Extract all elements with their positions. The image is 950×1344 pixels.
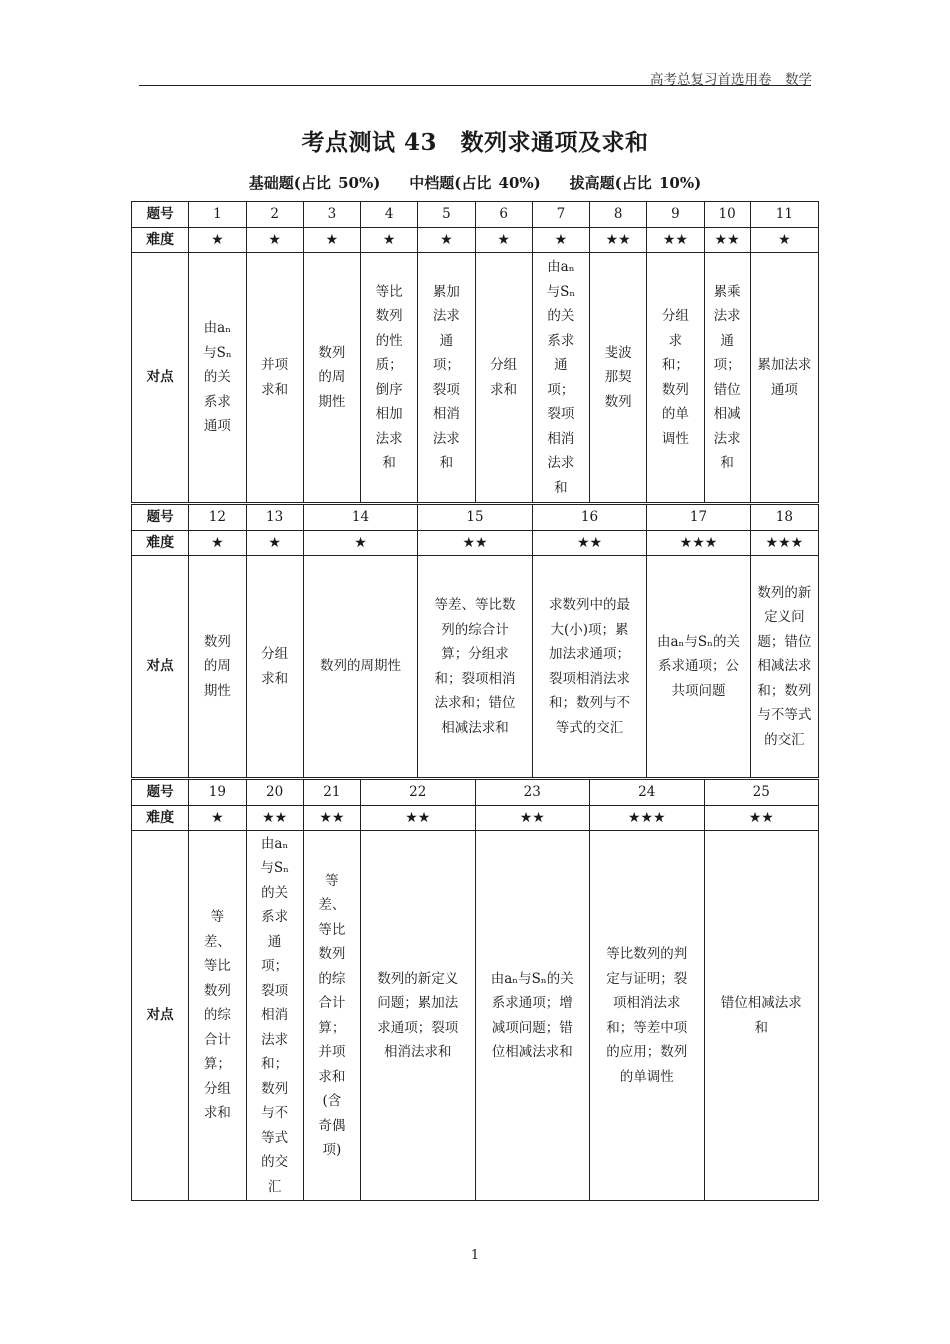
knowledge-point: 累乘法求通项；错位相减法求和 [704, 253, 750, 504]
knowledge-point: 数列的新定义问题；错位相减法求和；数列与不等式的交汇 [750, 556, 818, 779]
question-number: 8 [590, 202, 647, 228]
difficulty-stars: ★★ [704, 805, 819, 831]
question-number: 1 [189, 202, 246, 228]
difficulty-ratio-line [0, 172, 950, 193]
knowledge-point: 等差、等比数列的综合计算；分组求和 [189, 831, 246, 1201]
question-number: 4 [361, 202, 418, 228]
question-number: 22 [361, 779, 476, 806]
difficulty-stars: ★ [246, 227, 303, 253]
knowledge-point: 分组求和；数列的单调性 [647, 253, 704, 504]
knowledge-point: 斐波那契数列 [590, 253, 647, 504]
table-row [132, 202, 819, 228]
difficulty-stars: ★ [475, 227, 532, 253]
knowledge-point: 数列的周期性 [303, 253, 360, 504]
ratio-middle: 中档题(占比 40%) [409, 174, 541, 192]
difficulty-stars: ★ [361, 227, 418, 253]
label-number: 题号 [132, 504, 189, 531]
question-number: 16 [532, 504, 647, 531]
page-number: 1 [470, 1248, 480, 1263]
difficulty-stars: ★★★ [750, 530, 818, 556]
difficulty-stars: ★ [532, 227, 589, 253]
label-point: 对点 [132, 556, 189, 779]
question-number: 15 [418, 504, 533, 531]
knowledge-point: 等比数列的判定与证明；裂项相消法求和；等差中项的应用；数列的单调性 [590, 831, 705, 1201]
question-number: 13 [246, 504, 303, 531]
question-number: 12 [189, 504, 246, 531]
question-number: 7 [532, 202, 589, 228]
knowledge-point: 由aₙ与Sₙ的关系求通项；裂项相消法求和 [532, 253, 589, 504]
difficulty-stars: ★★ [246, 805, 303, 831]
question-number: 20 [246, 779, 303, 806]
question-number: 6 [475, 202, 532, 228]
question-number: 19 [189, 779, 246, 806]
question-number: 17 [647, 504, 750, 531]
label-number: 题号 [132, 202, 189, 228]
knowledge-point: 由aₙ与Sₙ的关系求通项；增减项问题；错位相减法求和 [475, 831, 590, 1201]
table-row [132, 831, 819, 1201]
table-row [132, 253, 819, 504]
question-number: 24 [590, 779, 705, 806]
question-number: 21 [303, 779, 360, 806]
difficulty-stars: ★★ [303, 805, 360, 831]
difficulty-stars: ★★★ [590, 805, 705, 831]
difficulty-stars: ★ [189, 805, 246, 831]
table-row [132, 504, 819, 531]
difficulty-stars: ★★ [532, 530, 647, 556]
knowledge-point: 由aₙ与Sₙ的关系求通项；公共项问题 [647, 556, 750, 779]
table-row [132, 530, 819, 556]
running-header: 高考总复习首选用卷 数学 [650, 72, 812, 88]
question-number: 2 [246, 202, 303, 228]
knowledge-point: 数列的新定义问题；累加法求通项；裂项相消法求和 [361, 831, 476, 1201]
knowledge-point: 求数列中的最大(小)项；累加法求通项；裂项相消法求和；数列与不等式的交汇 [532, 556, 647, 779]
knowledge-point: 由aₙ与Sₙ的关系求通项；裂项相消法求和；数列与不等式的交汇 [246, 831, 303, 1201]
knowledge-point: 等比数列的性质；倒序相加法求和 [361, 253, 418, 504]
knowledge-point: 数列的周期性 [303, 556, 418, 779]
ratio-hard: 拔高题(占比 10%) [569, 174, 702, 192]
knowledge-point: 错位相减法求和 [704, 831, 819, 1201]
difficulty-stars: ★ [303, 530, 418, 556]
question-number: 11 [750, 202, 818, 228]
question-number: 9 [647, 202, 704, 228]
difficulty-stars: ★ [303, 227, 360, 253]
label-difficulty: 难度 [132, 530, 189, 556]
knowledge-point: 并项求和 [246, 253, 303, 504]
header-rule [139, 85, 811, 86]
question-number: 23 [475, 779, 590, 806]
label-point: 对点 [132, 253, 189, 504]
question-table [131, 201, 819, 1201]
label-difficulty: 难度 [132, 227, 189, 253]
question-number: 18 [750, 504, 818, 531]
label-difficulty: 难度 [132, 805, 189, 831]
knowledge-point: 累加法求通项 [750, 253, 818, 504]
difficulty-stars: ★★ [590, 227, 647, 253]
difficulty-stars: ★★ [647, 227, 704, 253]
difficulty-stars: ★★ [704, 227, 750, 253]
table-row [132, 227, 819, 253]
knowledge-point: 分组求和 [246, 556, 303, 779]
question-number: 5 [418, 202, 475, 228]
question-number: 14 [303, 504, 418, 531]
difficulty-stars: ★ [246, 530, 303, 556]
ratio-basic: 基础题(占比 50%) [248, 174, 381, 192]
knowledge-point: 累加法求通项；裂项相消法求和 [418, 253, 475, 504]
question-number: 10 [704, 202, 750, 228]
question-number: 25 [704, 779, 819, 806]
page-title: 考点测试 43 数列求通项及求和 [301, 129, 649, 156]
knowledge-point: 等差、等比数列的综合计算；并项求和(含奇偶项) [303, 831, 360, 1201]
knowledge-point: 等差、等比数列的综合计算；分组求和；裂项相消法求和；错位相减法求和 [418, 556, 533, 779]
difficulty-stars: ★ [189, 227, 246, 253]
table-row [132, 805, 819, 831]
label-point: 对点 [132, 831, 189, 1201]
table-row [132, 779, 819, 806]
difficulty-stars: ★ [189, 530, 246, 556]
difficulty-stars: ★★ [418, 530, 533, 556]
table-row [132, 556, 819, 779]
difficulty-stars: ★★ [475, 805, 590, 831]
question-number: 3 [303, 202, 360, 228]
difficulty-stars: ★★ [361, 805, 476, 831]
difficulty-stars: ★ [750, 227, 818, 253]
difficulty-stars: ★ [418, 227, 475, 253]
knowledge-point: 分组求和 [475, 253, 532, 504]
label-number: 题号 [132, 779, 189, 806]
difficulty-stars: ★★★ [647, 530, 750, 556]
knowledge-point: 数列的周期性 [189, 556, 246, 779]
knowledge-point: 由aₙ与Sₙ的关系求通项 [189, 253, 246, 504]
